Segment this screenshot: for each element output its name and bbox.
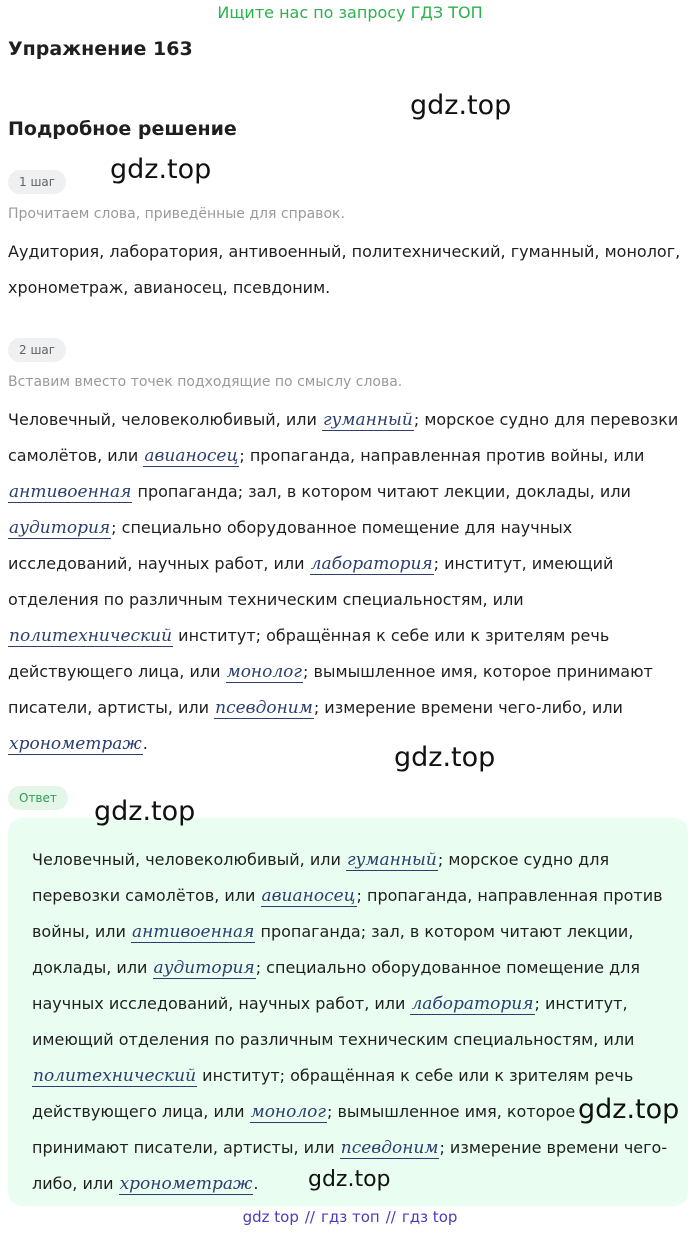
watermark: gdz.top	[394, 742, 496, 773]
text-segment: .	[142, 734, 148, 753]
handwritten-word: хронометраж	[119, 1174, 253, 1194]
text-segment: ; пропаганда, направленная против войны, или	[239, 446, 645, 465]
handwritten-word: монолог	[250, 1102, 327, 1122]
text-segment: ; институт, имеющий отделения по различным техническим специальностям, или	[32, 994, 635, 1049]
text-segment: пропаганда; зал, в котором читают лекции, доклады, или	[32, 922, 634, 977]
footer-separator: //	[385, 1208, 396, 1226]
step-2-hint: Вставим вместо точек подходящие по смыслу слова.	[8, 374, 403, 390]
handwritten-word: монолог	[226, 662, 303, 682]
answer-box	[8, 818, 688, 1206]
handwritten-word: псевдоним	[340, 1138, 439, 1158]
handwritten-word: гуманный	[346, 850, 437, 870]
footer-link[interactable]: gdz top	[242, 1208, 299, 1226]
text-segment: ; пропаганда, направленная против войны, или	[32, 886, 663, 941]
text-segment: ; специально оборудованное помещение для научных исследований, научных работ, или	[32, 958, 640, 1013]
watermark: gdz.top	[110, 154, 212, 185]
footer-link[interactable]: гдз top	[401, 1208, 458, 1226]
text-segment: ; измерение времени чего-либо, или	[313, 698, 623, 717]
text-segment: пропаганда; зал, в котором читают лекции, доклады, или	[132, 482, 631, 501]
text-segment: институт; обращённая к себе или к зрителям речь действующего лица, или	[8, 626, 610, 681]
text-segment: .	[253, 1174, 259, 1193]
text-segment: ; вымышленное имя, которое принимают писатели, артисты, или	[8, 662, 653, 717]
text-segment: институт; обращённая к себе или к зрителям речь действующего лица, или	[32, 1066, 634, 1121]
step-1-badge: 1 шаг	[8, 170, 66, 194]
handwritten-word: псевдоним	[215, 698, 313, 718]
answer-badge: Ответ	[8, 786, 68, 810]
page-title: Упражнение 163	[8, 38, 193, 60]
step-2-badge: 2 шаг	[8, 338, 66, 362]
watermark: gdz.top	[94, 796, 196, 827]
handwritten-word: лаборатория	[310, 554, 433, 574]
handwritten-word: политехнический	[33, 1066, 197, 1086]
handwritten-word: антивоенная	[132, 922, 255, 942]
step-1-hint: Прочитаем слова, приведённые для справок.	[8, 206, 345, 222]
footer-links	[0, 1208, 700, 1226]
step-2-text	[8, 402, 692, 762]
footer-link[interactable]: гдз топ	[320, 1208, 380, 1226]
watermark: gdz.top	[410, 90, 512, 121]
text-segment: Человечный, человеколюбивый, или	[8, 410, 322, 429]
answer-text	[32, 842, 672, 1202]
handwritten-word: гуманный	[322, 410, 413, 430]
section-title: Подробное решение	[8, 118, 237, 140]
handwritten-word: авианосец	[261, 886, 356, 906]
watermark: gdz.top	[578, 1094, 680, 1125]
watermark: gdz.top	[308, 1167, 391, 1192]
handwritten-word: антивоенная	[9, 482, 132, 502]
handwritten-word: авианосец	[144, 446, 239, 466]
handwritten-word: политехнический	[9, 626, 173, 646]
handwritten-word: лаборатория	[411, 994, 534, 1014]
promo-banner[interactable]: Ищите нас по запросу ГДЗ ТОП	[217, 3, 483, 22]
text-segment: ; морское судно для перевозки самолётов, или	[32, 850, 610, 905]
text-segment: ; вымышленное имя, которое принимают писатели, артисты, или	[32, 1102, 576, 1157]
handwritten-word: аудитория	[9, 518, 111, 538]
handwritten-word: аудитория	[153, 958, 255, 978]
text-segment: ; морское судно для перевозки самолётов, или	[8, 410, 679, 465]
step-1-text: Аудитория, лаборатория, антивоенный, политехнический, гуманный, монолог, хронометраж, авианосец, псевдоним.	[8, 242, 681, 297]
text-segment: ; специально оборудованное помещение для научных исследований, научных работ, или	[8, 518, 573, 573]
handwritten-word: хронометраж	[9, 734, 142, 754]
text-segment: Человечный, человеколюбивый, или	[32, 850, 346, 869]
text-segment: ; институт, имеющий отделения по различным техническим специальностям, или	[8, 554, 614, 609]
text-segment: ; измерение времени чего-либо, или	[32, 1138, 668, 1193]
footer-separator: //	[304, 1208, 315, 1226]
